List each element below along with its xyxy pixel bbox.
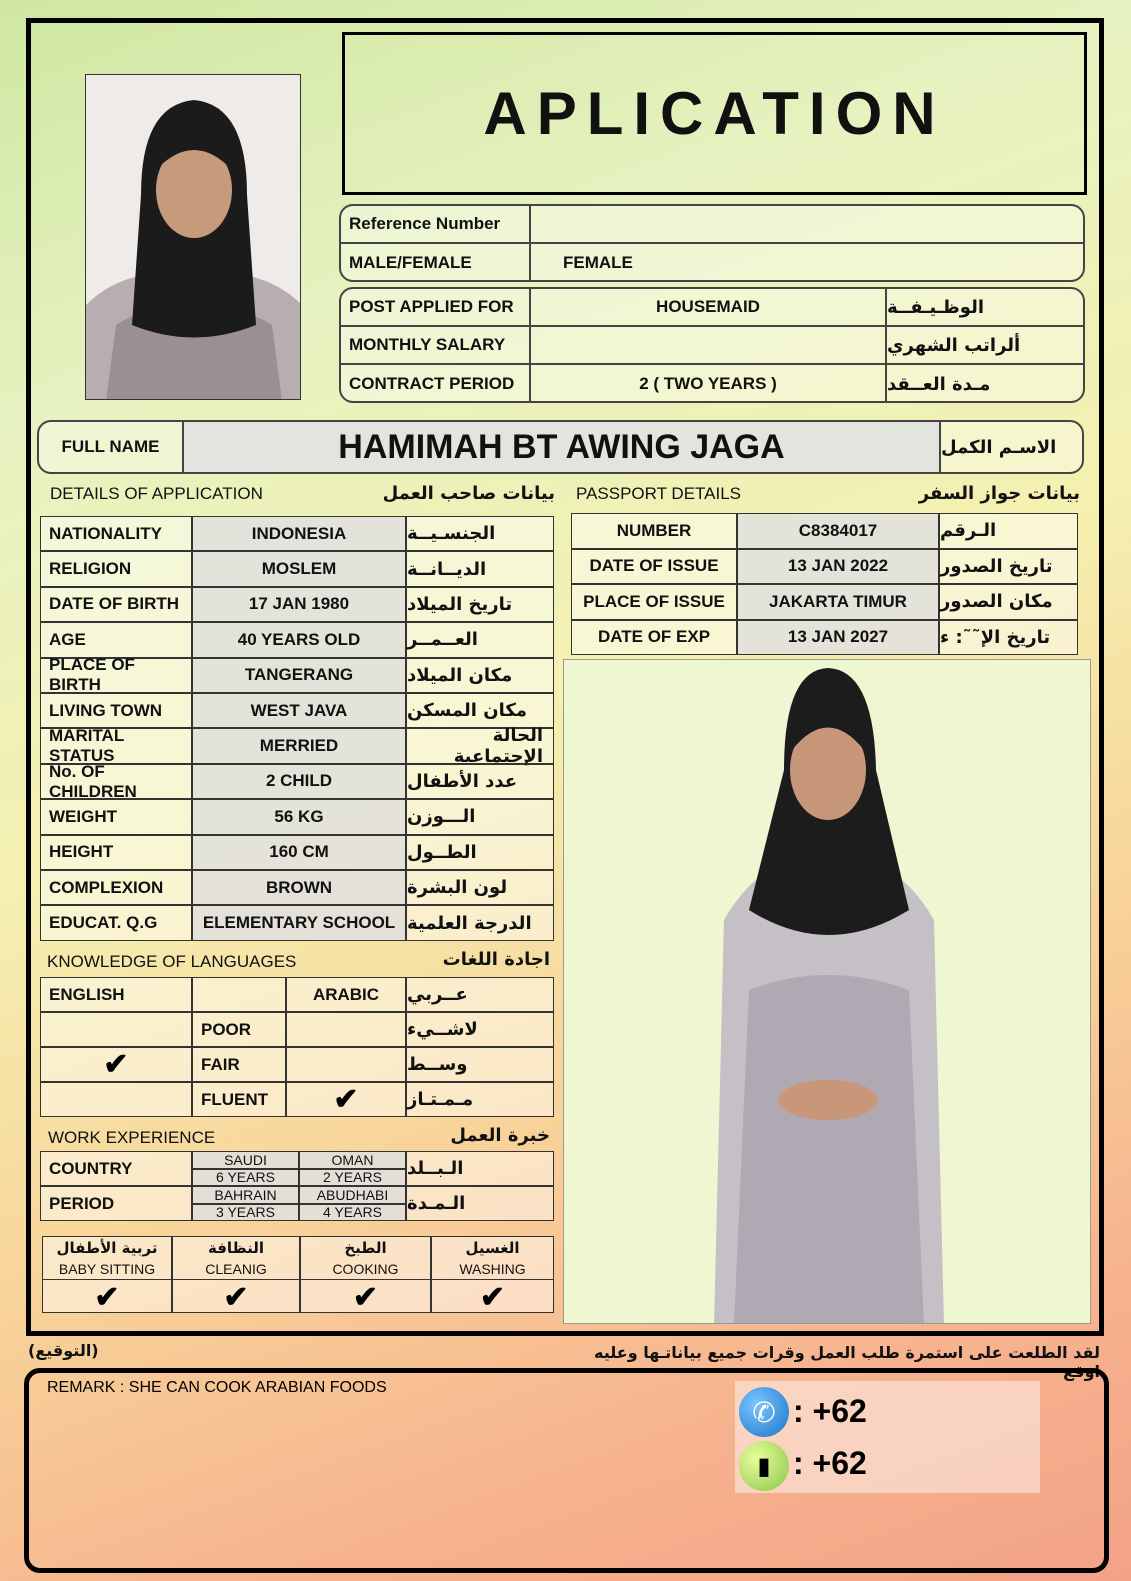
- language-english: ENGLISH: [40, 977, 192, 1012]
- post-label: POST APPLIED FOR: [341, 289, 531, 327]
- work-years: 2 YEARS: [299, 1169, 406, 1187]
- work-country: SAUDI: [192, 1151, 299, 1169]
- detail-value: 40 YEARS OLD: [192, 622, 406, 657]
- passport-label-ar: تاريخ الإ˜˜: ء: [939, 620, 1078, 656]
- work-period-label: PERIOD: [40, 1186, 192, 1221]
- work-title-ar: خبرة العمل: [450, 1125, 550, 1146]
- work-period-label-ar: الـمـدة: [406, 1186, 554, 1221]
- detail-label-ar: مكان المسكن: [406, 693, 554, 728]
- detail-value: TANGERANG: [192, 658, 406, 693]
- arabic-check: [286, 1012, 406, 1047]
- level-label: POOR: [192, 1012, 286, 1047]
- language-header-ar: عــربي: [406, 977, 554, 1012]
- skill-label-ar: الغسيل: [465, 1239, 520, 1257]
- skill-label: WASHING: [459, 1261, 526, 1277]
- detail-label: EDUCAT. Q.G: [40, 905, 192, 940]
- passport-value: 13 JAN 2027: [737, 620, 939, 656]
- level-label-ar: مـمـتـاز: [406, 1082, 554, 1117]
- work-years: 4 YEARS: [299, 1204, 406, 1222]
- detail-label-ar: الدرجة العلمية: [406, 905, 554, 940]
- contract-value: 2 ( TWO YEARS ): [531, 365, 887, 403]
- contract-label: CONTRACT PERIOD: [341, 365, 531, 403]
- level-label: FAIR: [192, 1047, 286, 1082]
- passport-label: PLACE OF ISSUE: [571, 584, 737, 620]
- detail-label-ar: مكان الميلاد: [406, 658, 554, 693]
- detail-value: ELEMENTARY SCHOOL: [192, 905, 406, 940]
- skill-label: CLEANIG: [205, 1261, 267, 1277]
- skill-cell: [300, 1236, 431, 1313]
- passport-title-ar: بيانات جواز السفر: [918, 483, 1080, 504]
- declaration-text: لقد الطلعت على استمرة طلب العمل وقرات جميع بياناتـها وعليه اوقع: [594, 1343, 1100, 1381]
- detail-label: COMPLEXION: [40, 870, 192, 905]
- work-table: [40, 1151, 554, 1221]
- detail-value: INDONESIA: [192, 516, 406, 551]
- details-title: DETAILS OF APPLICATION: [50, 484, 263, 503]
- post-label-ar: الوظـيـفــة: [887, 289, 1085, 327]
- detail-label: No. OF CHILDREN: [40, 764, 192, 799]
- passport-label: NUMBER: [571, 513, 737, 549]
- skill-check: ✔: [173, 1279, 299, 1315]
- detail-label: WEIGHT: [40, 799, 192, 834]
- fullname-label-ar: الاسـم الكمل: [941, 436, 1057, 458]
- skill-check: ✔: [43, 1279, 171, 1315]
- detail-value: 160 CM: [192, 835, 406, 870]
- phone-number: : +62: [793, 1393, 867, 1429]
- languages-title: KNOWLEDGE OF LANGUAGES: [47, 952, 297, 971]
- details-title-ar: بيانات صاحب العمل: [382, 483, 555, 504]
- page-title: APLICATION: [483, 80, 946, 147]
- passport-label: DATE OF ISSUE: [571, 549, 737, 585]
- english-check: ✔: [40, 1047, 192, 1082]
- detail-label: AGE: [40, 622, 192, 657]
- passport-label-ar: تاريخ الصدور: [939, 549, 1078, 585]
- work-country: OMAN: [299, 1151, 406, 1169]
- level-label: FLUENT: [192, 1082, 286, 1117]
- salary-label: MONTHLY SALARY: [341, 327, 531, 365]
- detail-label-ar: الطــول: [406, 835, 554, 870]
- reference-box: [339, 204, 1085, 282]
- detail-label: LIVING TOWN: [40, 693, 192, 728]
- work-country: ABUDHABI: [299, 1186, 406, 1204]
- detail-label: HEIGHT: [40, 835, 192, 870]
- skill-cell: [42, 1236, 172, 1313]
- passport-label-ar: الـرقم: [939, 513, 1078, 549]
- remark-text: REMARK : SHE CAN COOK ARABIAN FOODS: [47, 1379, 387, 1396]
- fullname-label: FULL NAME: [39, 422, 184, 472]
- language-arabic: ARABIC: [286, 977, 406, 1012]
- fullname-value: HAMIMAH BT AWING JAGA: [184, 422, 941, 472]
- contract-label-ar: مـدة العــقد: [887, 373, 991, 395]
- detail-label: NATIONALITY: [40, 516, 192, 551]
- mobile-number: : +62: [793, 1445, 867, 1481]
- remark-box: [24, 1368, 1109, 1573]
- detail-label-ar: الـــوزن: [406, 799, 554, 834]
- work-country: BAHRAIN: [192, 1186, 299, 1204]
- detail-value: WEST JAVA: [192, 693, 406, 728]
- job-box: [339, 287, 1085, 403]
- detail-value: BROWN: [192, 870, 406, 905]
- detail-label-ar: عدد الأطفال: [406, 764, 554, 799]
- details-table: [40, 516, 554, 941]
- skill-check: ✔: [301, 1279, 430, 1315]
- detail-label: DATE OF BIRTH: [40, 587, 192, 622]
- level-label-ar: لاشــيء: [406, 1012, 554, 1047]
- full-body-photo: [563, 659, 1091, 1324]
- reference-value: [531, 206, 1085, 244]
- passport-table: [571, 513, 1078, 656]
- detail-label-ar: الديــانــة: [406, 551, 554, 586]
- work-title: WORK EXPERIENCE: [48, 1128, 216, 1147]
- level-label-ar: وســط: [406, 1047, 554, 1082]
- skill-label: COOKING: [332, 1261, 399, 1277]
- detail-label-ar: تاريخ الميلاد: [406, 587, 554, 622]
- skill-cell: [431, 1236, 554, 1313]
- passport-title: PASSPORT DETAILS: [576, 484, 742, 503]
- language-blank: [192, 977, 286, 1012]
- skill-label: BABY SITTING: [58, 1261, 156, 1277]
- work-years: 3 YEARS: [192, 1204, 299, 1222]
- signature-label: (التوقيع): [28, 1341, 99, 1360]
- gender-value: FEMALE: [563, 253, 633, 272]
- mobile-icon: ▮: [739, 1441, 789, 1491]
- detail-value: 2 CHILD: [192, 764, 406, 799]
- languages-table: [40, 977, 554, 1117]
- portrait-photo: [85, 74, 301, 400]
- english-check: [40, 1082, 192, 1117]
- english-check: [40, 1012, 192, 1047]
- skills-table: [42, 1236, 554, 1313]
- passport-label: DATE OF EXP: [571, 620, 737, 656]
- work-country-label: COUNTRY: [40, 1151, 192, 1186]
- post-value: HOUSEMAID: [531, 289, 887, 327]
- languages-title-ar: اجادة اللغات: [442, 949, 550, 970]
- passport-value: 13 JAN 2022: [737, 549, 939, 585]
- detail-label: RELIGION: [40, 551, 192, 586]
- skill-label-ar: الطبخ: [344, 1239, 387, 1257]
- reference-label: Reference Number: [341, 206, 531, 244]
- gender-label: MALE/FEMALE: [341, 244, 531, 282]
- skill-cell: [172, 1236, 300, 1313]
- passport-value: C8384017: [737, 513, 939, 549]
- skill-label-ar: النظافة: [207, 1239, 265, 1257]
- passport-label-ar: مكان الصدور: [939, 584, 1078, 620]
- detail-value: MOSLEM: [192, 551, 406, 586]
- salary-label-ar: ألراتب الشهري: [887, 327, 1085, 365]
- detail-value: 17 JAN 1980: [192, 587, 406, 622]
- arabic-check: ✔: [286, 1082, 406, 1117]
- detail-label-ar: لون البشرة: [406, 870, 554, 905]
- detail-label: PLACE OF BIRTH: [40, 658, 192, 693]
- passport-value: JAKARTA TIMUR: [737, 584, 939, 620]
- title-box: [342, 32, 1087, 195]
- arabic-check: [286, 1047, 406, 1082]
- skill-check: ✔: [432, 1279, 553, 1315]
- phone-icon: ✆: [739, 1387, 789, 1437]
- detail-label: MARITAL STATUS: [40, 728, 192, 763]
- detail-label-ar: الجنسـيــة: [406, 516, 554, 551]
- work-years: 6 YEARS: [192, 1169, 299, 1187]
- skill-label-ar: تربية الأطفال: [56, 1239, 158, 1257]
- fullname-box: [37, 420, 1084, 474]
- detail-value: 56 KG: [192, 799, 406, 834]
- work-country-label-ar: الـبــلد: [406, 1151, 554, 1186]
- salary-value: [531, 327, 887, 365]
- detail-label-ar: الحالة الإجتماعية: [406, 728, 554, 763]
- detail-label-ar: العــمــر: [406, 622, 554, 657]
- detail-value: MERRIED: [192, 728, 406, 763]
